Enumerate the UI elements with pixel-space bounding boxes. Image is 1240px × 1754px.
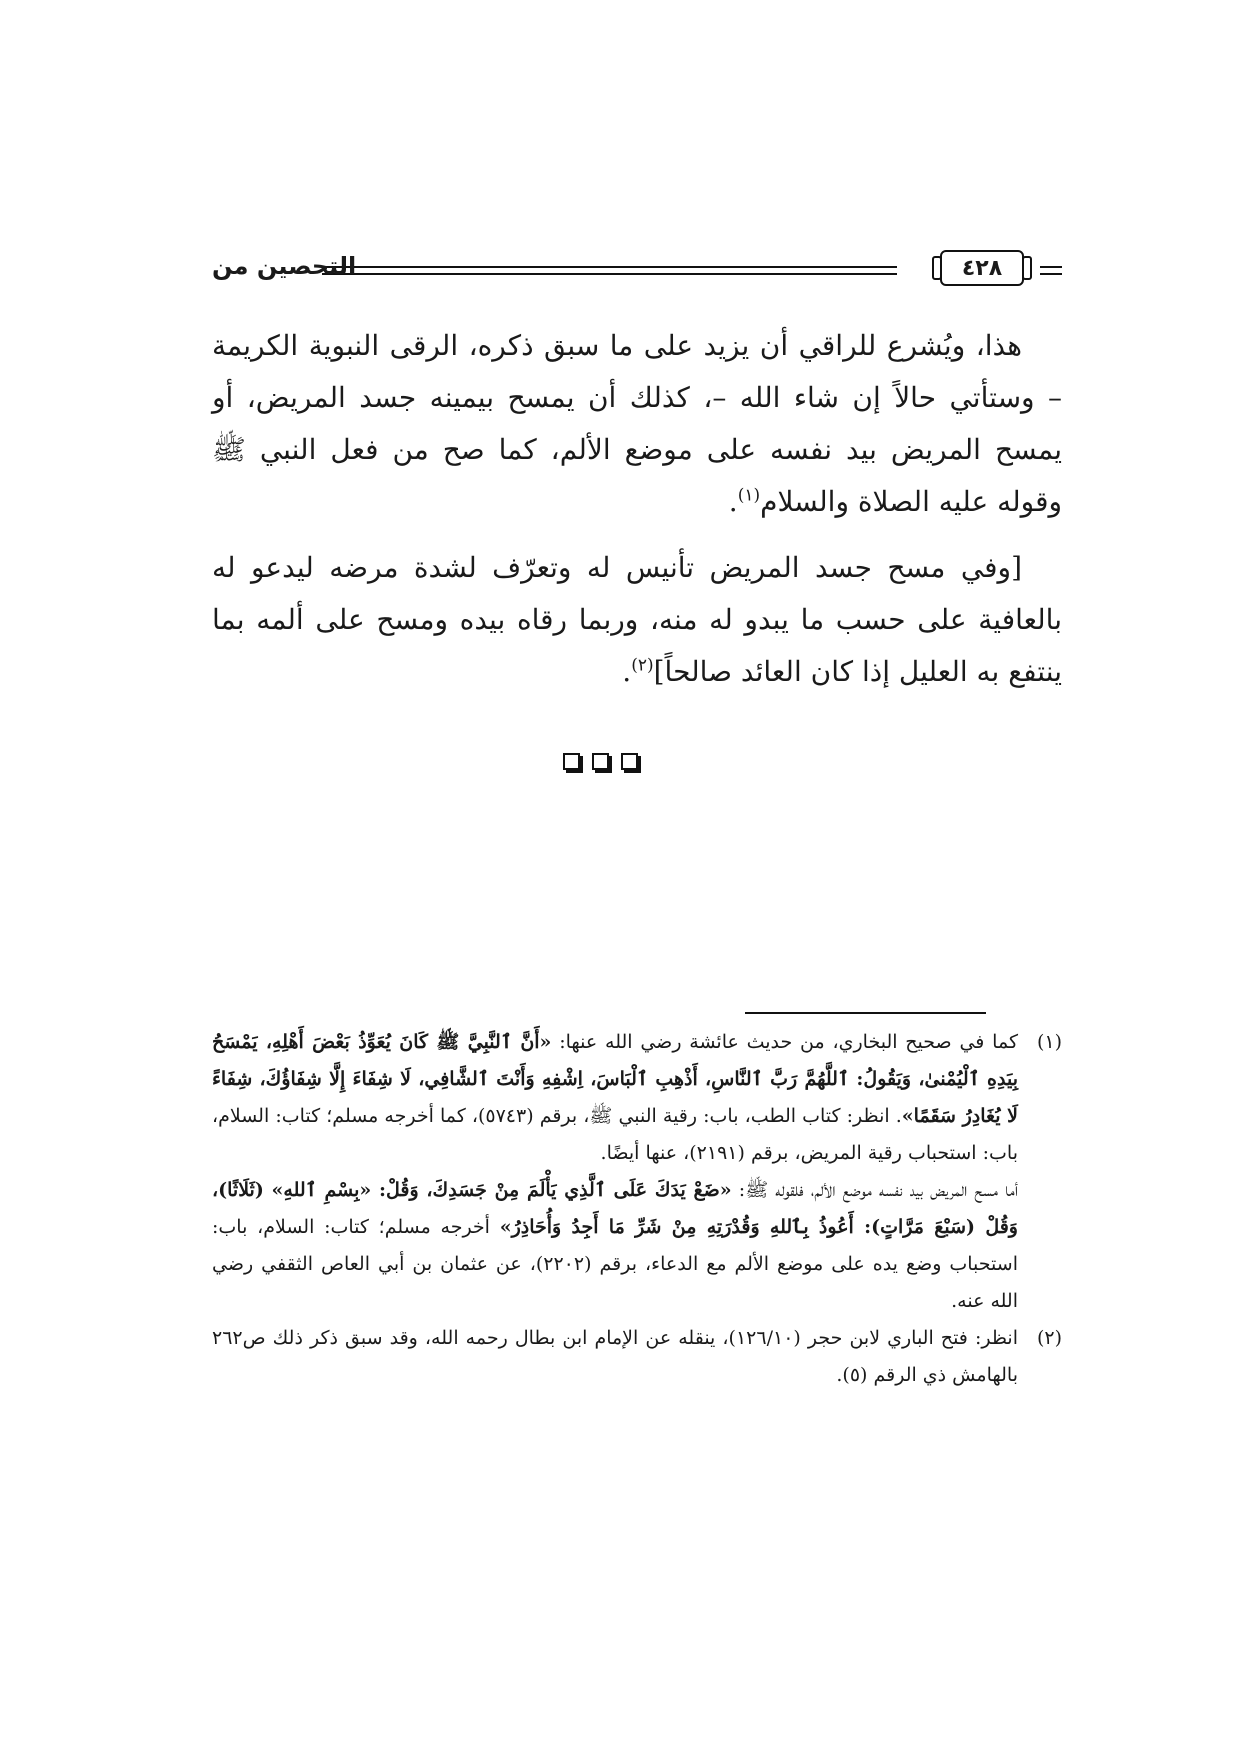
divider-box-icon [621, 753, 638, 770]
main-text [212, 320, 1062, 712]
footnote-1 [212, 1024, 1062, 1320]
footnote-2 [212, 1320, 1062, 1394]
footnote-1-part-2 [212, 1172, 1018, 1320]
footnote-ref-1[interactable]: (١) [737, 485, 761, 506]
divider-box-icon [592, 753, 609, 770]
paragraph-2-text: [وفي مسح جسد المريض تأنيس له وتعرّف لشدة مرضه ليدعو له بالعافية على حسب ما يبدو له منه، وربما رقاه بيده ومسح على ألمه بما ينتفع به العليل إذا كان العائد صالحاً] [212, 551, 1062, 688]
footnote-1-part-1 [212, 1024, 1018, 1172]
hadith-quote: «أَنَّ ٱلنَّبِيَّ ﷺ كَانَ يُعَوِّذُ بَعْضَ أَهْلِهِ، يَمْسَحُ بِيَدِهِ ٱلْيُمْنىٰ، وَيَقُولُ: ٱللَّهُمَّ رَبَّ ٱلنَّاسِ، أَذْهِبِ ٱلْبَاسَ، اِشْفِهِ وَأَنْتَ ٱلشَّافِي، لَا شِفَاءَ إِلَّا شِفَاؤُكَ، شِفَاءً لَا يُغَادِرُ سَقَمًا» [212, 1031, 1018, 1127]
footnote-separator [745, 1012, 986, 1014]
footnote-body [212, 1320, 1018, 1394]
paragraph-2 [212, 542, 1062, 698]
footnote-text: كما في صحيح البخاري، من حديث عائشة رضي الله عنها: [551, 1031, 1018, 1053]
footnote-number: (١) [1036, 1031, 1062, 1053]
paragraph-2-end: . [622, 655, 632, 688]
footnote-text: أخرجه مسلم؛ كتاب: السلام، باب: استحباب وضع يده على موضع الألم مع الدعاء، برقم (٢٢٠٢)، عن عثمان بن أبي العاص الثقفي رضي الله عنه. [212, 1216, 1018, 1312]
paragraph-1-end: . [728, 485, 738, 518]
footnote-ref-2[interactable]: (٢) [631, 655, 654, 676]
footnote-text: . انظر: كتاب الطب، باب: رقية النبي ﷺ، برقم (٥٧٤٣)، كما أخرجه مسلم؛ كتاب: السلام، باب: استحباب رقية المريض، برقم (٢١٩١)، عنها أيضًا. [212, 1105, 1018, 1164]
footnote-2-text: انظر: فتح الباري لابن حجر (١٢٦/١٠)، ينقله عن الإمام ابن بطال رحمه الله، وقد سبق ذكر ذلك ص٢٦٢ بالهامش ذي الرقم (٥). [212, 1327, 1018, 1386]
book-title: التحصين من [212, 252, 357, 280]
footnote-text: أما مسح المريض بيد نفسه موضع الألم، فلقوله ﷺ: [731, 1179, 1018, 1201]
hadith-quote: «ضَعْ يَدَكَ عَلَى ٱلَّذِي يَأْلَمَ مِنْ جَسَدِكَ، وَقُلْ: «بِسْمِ ٱللهِ» (ثَلَاثًا)، وَقُلْ (سَبْعَ مَرَّاتٍ): أَعُوذُ بِٱللهِ وَقُدْرَتِهِ مِنْ شَرِّ مَا أَجِدُ وَأُحَاذِرُ» [212, 1179, 1018, 1238]
paragraph-1-text: هذا، ويُشرع للراقي أن يزيد على ما سبق ذكره، الرقى النبوية الكريمة – وستأتي حالاً إن شاء الله –، كذلك أن يمسح بيمينه جسد المريض، أو يمسح المريض بيد نفسه على موضع الألم، كما صح من فعل النبي ﷺ وقوله عليه الصلاة والسلام [212, 329, 1062, 518]
section-divider [440, 753, 760, 783]
running-header [212, 252, 1062, 292]
paragraph-1 [212, 320, 1062, 528]
footnote-body [212, 1024, 1018, 1320]
divider-box-icon [563, 753, 580, 770]
footnote-number: (٢) [1036, 1327, 1062, 1349]
footnotes [212, 1024, 1062, 1394]
page-number: ٤٢٨ [940, 250, 1024, 286]
